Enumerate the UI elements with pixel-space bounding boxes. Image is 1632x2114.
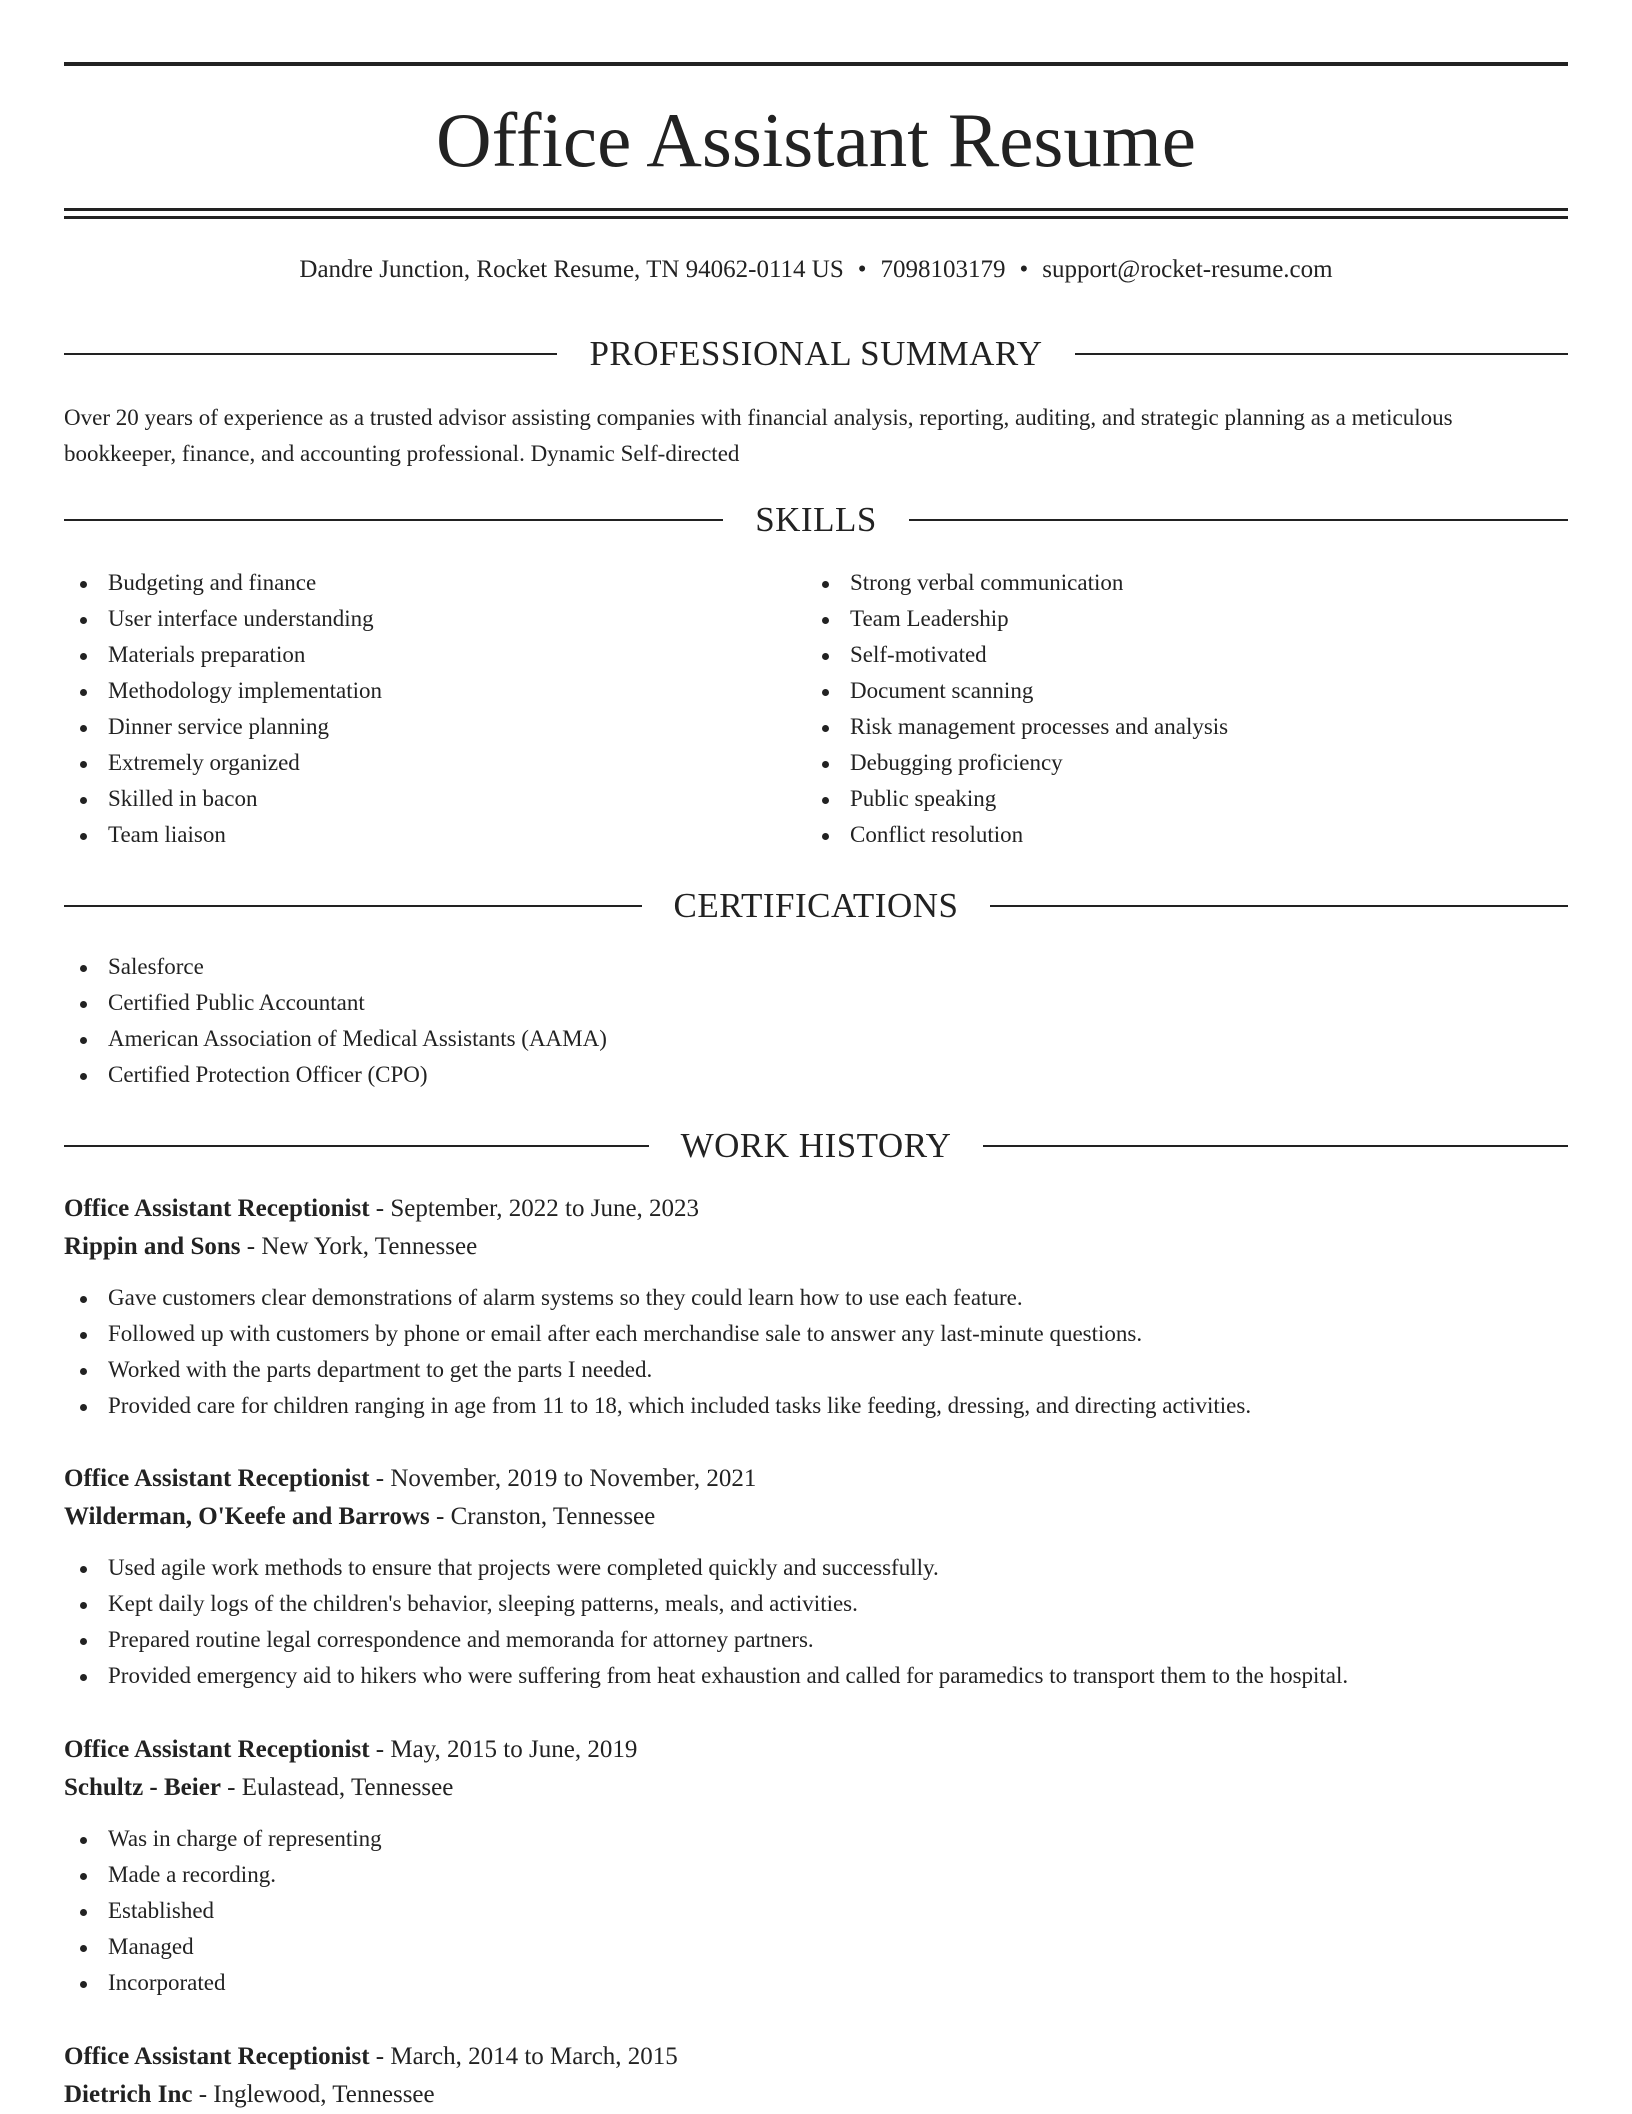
skill-item: Risk management processes and analysis xyxy=(806,709,1568,745)
job-location: Eulastead, Tennessee xyxy=(241,1774,454,1801)
contact-phone: 7098103179 xyxy=(880,256,1006,283)
job-entry xyxy=(64,1190,1568,1424)
job-duty-item: Established xyxy=(64,1893,1568,1929)
job-title: Office Assistant Receptionist xyxy=(64,1736,370,1763)
certifications-list xyxy=(64,949,1568,1093)
skill-item: Budgeting and finance xyxy=(64,565,804,601)
job-company-line: Rippin and Sons - New York, Tennessee xyxy=(64,1233,478,1260)
title-rule-lower xyxy=(64,216,1568,219)
divider-line xyxy=(983,1145,1568,1147)
job-company: Schultz - Beier xyxy=(64,1774,221,1801)
divider-line xyxy=(64,1145,649,1147)
summary-text: Over 20 years of experience as a trusted advisor assisting companies with financial analysis, reporting, auditing, and strategic planning as a meticulous bookkeeper, finance, and accounting professional. Dynamic Self-directed xyxy=(64,405,1453,466)
job-entry xyxy=(64,2038,1568,2114)
job-duty-item: Kept daily logs of the children's behavior, sleeping patterns, meals, and activities. xyxy=(64,1586,1568,1622)
job-duty-item: Followed up with customers by phone or email after each merchandise sale to answer any last-minute questions. xyxy=(64,1316,1568,1352)
job-dates: March, 2014 to March, 2015 xyxy=(390,2043,678,2070)
job-duty-item: Used agile work methods to ensure that projects were completed quickly and successfully. xyxy=(64,1550,1568,1586)
top-rule xyxy=(64,62,1568,66)
skill-item: Document scanning xyxy=(806,673,1568,709)
job-duty-item: Made a recording. xyxy=(64,1857,1568,1893)
job-duty-item: Provided emergency aid to hikers who were suffering from heat exhaustion and called for paramedics to transport them to the hospital. xyxy=(64,1658,1568,1694)
section-title: CERTIFICATIONS xyxy=(673,886,959,925)
contact-line xyxy=(64,253,1568,287)
job-duties-list xyxy=(64,1280,1568,1424)
skill-item: Dinner service planning xyxy=(64,709,804,745)
job-entry xyxy=(64,1731,1568,2001)
job-duty-item: Prepared routine legal correspondence and memoranda for attorney partners. xyxy=(64,1622,1568,1658)
job-company: Rippin and Sons xyxy=(64,1233,241,1260)
skill-item: Strong verbal communication xyxy=(806,565,1568,601)
contact-separator: • xyxy=(1019,256,1029,283)
job-company-line: Dietrich Inc - Inglewood, Tennessee xyxy=(64,2081,435,2108)
skill-item: Team liaison xyxy=(64,817,804,853)
job-duty-item: Was in charge of representing xyxy=(64,1821,1568,1857)
skill-item: Public speaking xyxy=(806,781,1568,817)
certification-item: Certified Protection Officer (CPO) xyxy=(64,1057,1568,1093)
job-location: Cranston, Tennessee xyxy=(450,1503,656,1530)
section-title: WORK HISTORY xyxy=(680,1126,952,1165)
resume-title: Office Assistant Resume xyxy=(436,97,1196,183)
contact-address: Dandre Junction, Rocket Resume, TN 94062-0114 US xyxy=(299,256,844,283)
contact-email: support@rocket-resume.com xyxy=(1042,256,1333,283)
skill-item: Self-motivated xyxy=(806,637,1568,673)
job-duty-item: Worked with the parts department to get the parts I needed. xyxy=(64,1352,1568,1388)
job-location: New York, Tennessee xyxy=(261,1233,478,1260)
skill-item: Team Leadership xyxy=(806,601,1568,637)
job-company: Dietrich Inc xyxy=(64,2081,193,2108)
divider-line xyxy=(909,519,1568,521)
divider-line xyxy=(990,905,1568,907)
skills-list-right xyxy=(806,565,1568,853)
job-entry xyxy=(64,1460,1568,1694)
job-title-line: Office Assistant Receptionist - March, 2014 to March, 2015 xyxy=(64,2043,678,2070)
section-header-work-history xyxy=(64,1124,1568,1168)
skills-list-left xyxy=(64,565,804,853)
divider-line xyxy=(64,353,557,355)
skill-item: Methodology implementation xyxy=(64,673,804,709)
certification-item: Salesforce xyxy=(64,949,1568,985)
job-duty-item: Gave customers clear demonstrations of alarm systems so they could learn how to use each feature. xyxy=(64,1280,1568,1316)
job-duties-list xyxy=(64,1550,1568,1694)
certification-item: American Association of Medical Assistants (AAMA) xyxy=(64,1021,1568,1057)
section-title: SKILLS xyxy=(755,500,877,539)
skill-item: Skilled in bacon xyxy=(64,781,804,817)
section-header-summary xyxy=(64,332,1568,376)
job-location: Inglewood, Tennessee xyxy=(213,2081,435,2108)
job-duty-item: Managed xyxy=(64,1929,1568,1965)
skill-item: Debugging proficiency xyxy=(806,745,1568,781)
skill-item: Extremely organized xyxy=(64,745,804,781)
skill-item: Materials preparation xyxy=(64,637,804,673)
job-title-line: Office Assistant Receptionist - May, 2015 to June, 2019 xyxy=(64,1736,638,1763)
job-title-line: Office Assistant Receptionist - November, 2019 to November, 2021 xyxy=(64,1465,757,1492)
divider-line xyxy=(1075,353,1568,355)
job-title: Office Assistant Receptionist xyxy=(64,1195,370,1222)
job-company-line: Wilderman, O'Keefe and Barrows - Cranston, Tennessee xyxy=(64,1503,656,1530)
skill-item: User interface understanding xyxy=(64,601,804,637)
divider-line xyxy=(64,519,723,521)
title-rule-upper xyxy=(64,208,1568,211)
job-dates: November, 2019 to November, 2021 xyxy=(390,1465,757,1492)
job-duty-item: Provided care for children ranging in age from 11 to 18, which included tasks like feeding, dressing, and directing activities. xyxy=(64,1388,1568,1424)
job-title-line: Office Assistant Receptionist - September, 2022 to June, 2023 xyxy=(64,1195,700,1222)
divider-line xyxy=(64,905,642,907)
section-header-skills xyxy=(64,498,1568,542)
section-header-certifications xyxy=(64,884,1568,928)
contact-separator: • xyxy=(857,256,867,283)
job-title: Office Assistant Receptionist xyxy=(64,2043,370,2070)
skill-item: Conflict resolution xyxy=(806,817,1568,853)
job-company: Wilderman, O'Keefe and Barrows xyxy=(64,1503,430,1530)
job-duties-list xyxy=(64,1821,1568,2001)
certification-item: Certified Public Accountant xyxy=(64,985,1568,1021)
job-duty-item: Incorporated xyxy=(64,1965,1568,2001)
section-title: PROFESSIONAL SUMMARY xyxy=(589,334,1043,373)
job-dates: May, 2015 to June, 2019 xyxy=(390,1736,638,1763)
job-dates: September, 2022 to June, 2023 xyxy=(390,1195,700,1222)
job-company-line: Schultz - Beier - Eulastead, Tennessee xyxy=(64,1774,454,1801)
job-title: Office Assistant Receptionist xyxy=(64,1465,370,1492)
